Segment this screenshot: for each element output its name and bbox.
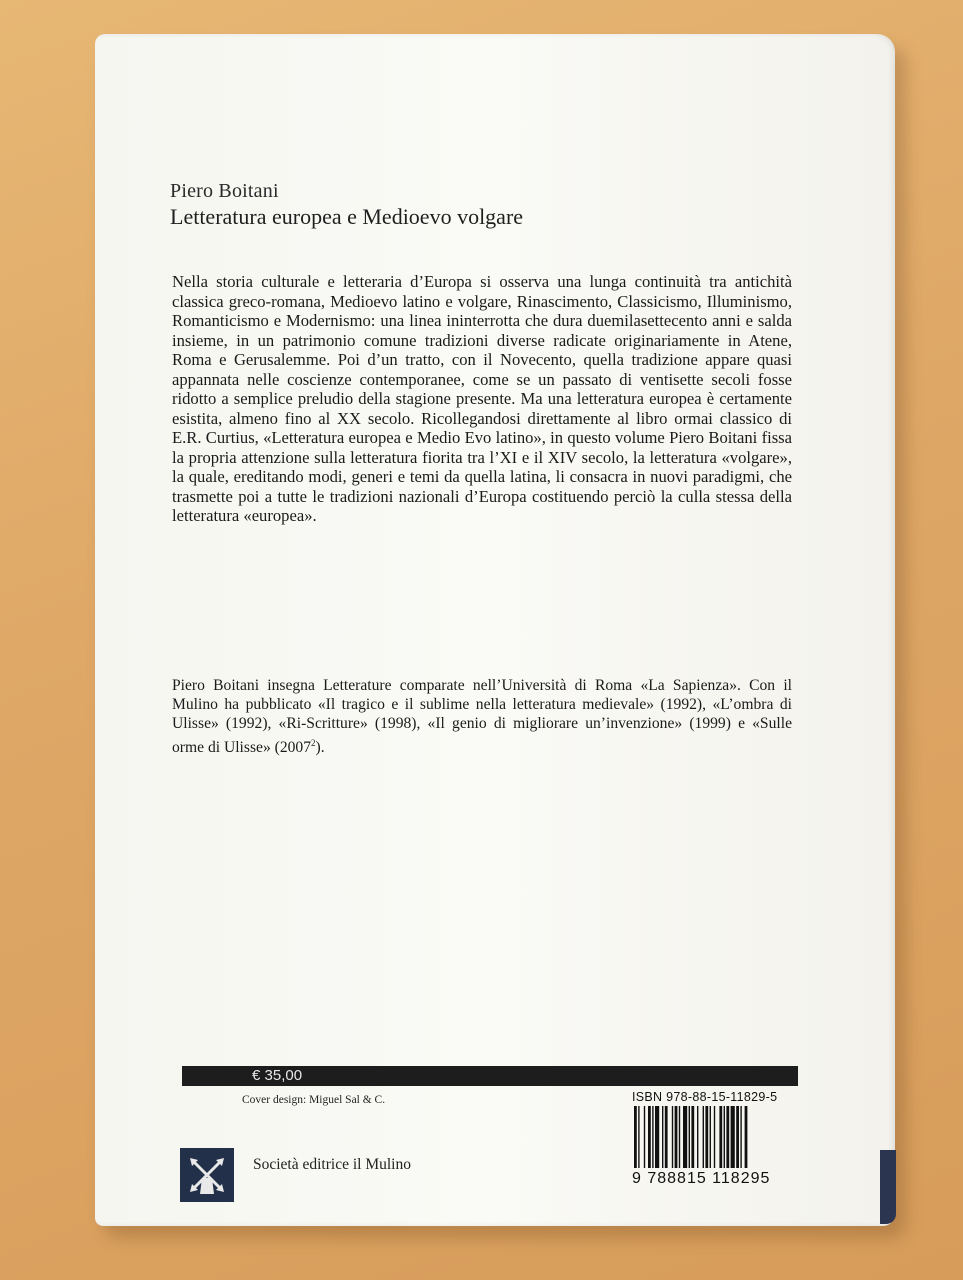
publisher-name: Società editrice il Mulino	[253, 1156, 411, 1173]
author-name: Piero Boitani	[170, 180, 279, 202]
isbn-label: ISBN 978-88-15-11829-5	[632, 1090, 778, 1104]
author-bio	[172, 676, 792, 757]
barcode-digits: 9 788815 118295	[632, 1170, 771, 1187]
windmill-logo-icon	[180, 1148, 234, 1202]
barcode-icon	[632, 1106, 794, 1168]
price-bar	[182, 1066, 798, 1086]
price-label: € 35,00	[252, 1067, 303, 1084]
edition-superscript: 2	[311, 737, 316, 748]
book-spine-edge	[880, 1150, 896, 1224]
cover-design-credit: Cover design: Miguel Sal & C.	[242, 1094, 386, 1106]
book-title: Letteratura europea e Medioevo volgare	[170, 204, 524, 229]
author-bio-text: Piero Boitani insegna Letterature comparate nell’Università di Roma «La Sapienza». Con il Mulino ha pubblicato «Il tragico e il sublime nella letteratura medievale» (1992), «L’ombra di Ulisse» (1992), «Ri-Scritture» (1998), «Il genio di migliorare un’invenzione» (1999) e «Sulle orme di Ulisse» (2007	[172, 677, 792, 756]
author-bio-end: ).	[315, 738, 325, 756]
synopsis-paragraph: Nella storia culturale e letteraria d’Europa si osserva una lunga continuità tra antichità classica greco-romana, Medioevo latino e volgare, Rinascimento, Classicismo, Illuminismo, Romanticismo e Modernismo: una linea ininterrotta che dura duemilasettecento anni e salda insieme, in un patrimonio comune tradizioni diverse radicate originariamente in Atene, Roma e Gerusalemme. Poi d’un tratto, con il Novecento, quella tradizione appare quasi appannata nelle coscienze contemporanee, come se un passato di ventisette secoli fosse ridotto a semplice preludio della stagione presente. Ma una letteratura europea è certamente esistita, almeno fino al XX secolo. Ricollegandosi direttamente al libro ormai classico di E.R. Curtius, «Letteratura europea e Medio Evo latino», in questo volume Piero Boitani fissa la propria attenzione sulla letteratura fiorita tra l’XI e il XIV secolo, la letteratura «volgare», la quale, ereditando modi, generi e temi da quella latina, li consacra in nuovi paradigmi, che trasmette poi a tutte le tradizioni nazionali d’Europa costituendo perciò la culla stessa della letteratura «europea».	[172, 272, 792, 525]
